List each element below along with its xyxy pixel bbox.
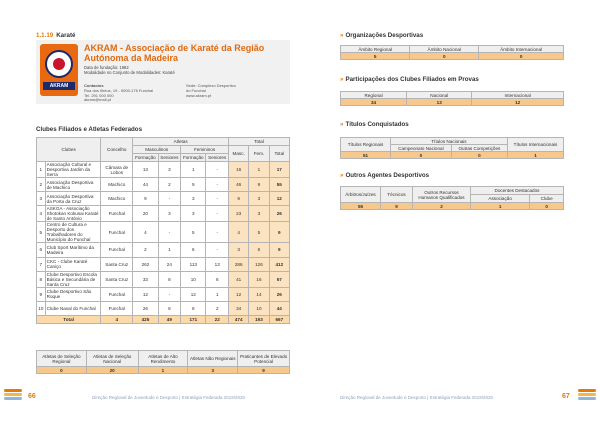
header-tecnicos: Técnicos: [381, 187, 413, 203]
cell-mf: 26: [133, 301, 158, 315]
contact-line: akram@mail.pt: [84, 97, 111, 103]
table-row: [37, 243, 290, 257]
cell-tot: 26: [269, 287, 289, 301]
club-name-cell: Clube Desportivo Escola Básica e Secundária de Santa Cruz: [45, 271, 101, 287]
header-masculinos: Masculinos: [133, 146, 181, 154]
cell-masc: 46: [229, 178, 249, 192]
cell-masc: 9: [229, 192, 249, 206]
cell-ff: 6: [181, 243, 206, 257]
header-titulos-regionais: Títulos Regionais: [341, 138, 391, 152]
participacoes-table: [340, 91, 564, 106]
organizacoes-table: [340, 45, 564, 60]
cell-fem: 6: [249, 243, 269, 257]
cell-ff: 113: [181, 257, 206, 271]
section-name: Karaté: [56, 32, 76, 39]
cell-fem: 16: [249, 271, 269, 287]
club-name-cell: Centro de Cultura e Desporto dos Trabalhadores do Município do Funchal: [45, 222, 101, 243]
right-page: [300, 0, 600, 424]
page-footer: Direção Regional de Juventude e Desporto | Estratégia Federada 2019/2020: [340, 395, 494, 400]
header-titulos-internacionais: Títulos Internacionais: [508, 138, 564, 152]
header-outros-recursos: Outros Recursos Humanos Qualificados: [413, 187, 471, 203]
total-fem: 193: [249, 316, 269, 324]
table-row: [37, 271, 290, 287]
cell-ff: 3: [181, 192, 206, 206]
cell-fem: 10: [249, 301, 269, 315]
cell-tot: 9: [269, 243, 289, 257]
cell-concelho: Funchal: [101, 287, 133, 301]
decorative-stripes: [578, 389, 596, 403]
cell-concelho: Funchal: [101, 243, 133, 257]
cell-ms: 1: [158, 243, 181, 257]
cell-masc: 16: [229, 162, 249, 178]
cell-fs: -: [206, 243, 229, 257]
header-arbitros: Árbitros/Juízes: [341, 187, 381, 203]
header-ambito-internacional: Âmbito Internacional: [479, 46, 564, 53]
value-titulos-regionais: 51: [341, 152, 391, 159]
row-number: 2: [37, 178, 46, 192]
total-ff: 171: [181, 316, 206, 324]
cell-ff: 12: [181, 287, 206, 301]
total-clubes: 4: [101, 316, 133, 324]
section-number: 1.1.19: [36, 32, 54, 39]
value-outros-recursos: 2: [413, 203, 471, 210]
value-ambito-internacional: 0: [479, 53, 564, 60]
row-number: 6: [37, 243, 46, 257]
cell-ff: 1: [181, 162, 206, 178]
header-total: Total: [229, 138, 290, 146]
club-contacts: [84, 84, 179, 103]
row-number: 5: [37, 222, 46, 243]
page-number: 67: [562, 393, 570, 400]
cell-fs: -: [206, 192, 229, 206]
header-formacao-m: Formação: [133, 154, 158, 162]
value-selecao-regional: 0: [37, 367, 87, 374]
cell-masc: 34: [229, 301, 249, 315]
cell-ms: 24: [158, 257, 181, 271]
header-fem: Fem.: [249, 146, 269, 162]
page-number: 66: [28, 393, 36, 400]
header-atletas: Atletas: [133, 138, 229, 146]
titulos-title: » Títulos Conquistados: [340, 121, 409, 128]
cell-concelho: Funchal: [101, 206, 133, 222]
cell-mf: 12: [133, 287, 158, 301]
header-docentes: Docentes Destacados: [471, 187, 564, 195]
club-name-cell: Associação Cultural e Desportiva Jardim da Serra: [45, 162, 101, 178]
contact-line: www.akram.pt: [186, 92, 212, 98]
cell-fem: 9: [249, 178, 269, 192]
cell-concelho: Machico: [101, 192, 133, 206]
cell-mf: 4: [133, 222, 158, 243]
table-row: [37, 178, 290, 192]
clubs-table-title: Clubes Filiados e Atletas Federados: [36, 126, 143, 133]
cell-fem: 5: [249, 222, 269, 243]
cell-ms: 2: [158, 178, 181, 192]
cell-tot: 12: [269, 192, 289, 206]
header-alto-rendimento: Atletas de Alto Rendimento: [138, 351, 188, 367]
clubs-athletes-table: [36, 137, 290, 324]
cell-concelho: Santa Cruz: [101, 271, 133, 287]
cell-mf: 262: [133, 257, 158, 271]
cell-tot: 57: [269, 271, 289, 287]
cell-fs: 1: [206, 287, 229, 301]
club-name-cell: Associação Desportiva de Machico: [45, 178, 101, 192]
club-rows: [37, 162, 290, 316]
header-selecao-regional: Atletas de Seleção Regional: [37, 351, 87, 367]
cell-concelho: Câmara de Lobos: [101, 162, 133, 178]
header-tot: Total: [269, 146, 289, 162]
cell-ms: -: [158, 287, 181, 301]
value-regional: 34: [341, 99, 407, 106]
value-nacional: 13: [407, 99, 472, 106]
table-row: [37, 162, 290, 178]
table-row: [37, 257, 290, 271]
header-campeonato-nacional: Campeonato Nacional: [391, 145, 452, 152]
org-title: » Organizações Desportivas: [340, 32, 424, 39]
club-modality: Modalidade no Conjunto de Modalidades: Karaté: [84, 70, 175, 76]
table-row: [37, 222, 290, 243]
cell-fem: 3: [249, 206, 269, 222]
logo-emblem: [45, 50, 73, 78]
club-name-cell: CKC - Clube Karaté Caniço: [45, 257, 101, 271]
cell-fs: -: [206, 178, 229, 192]
value-titulos-internacionais: 1: [508, 152, 564, 159]
total-ms: 49: [158, 316, 181, 324]
cell-mf: 9: [133, 192, 158, 206]
agentes-table: [340, 186, 564, 210]
club-name: AKRAM - Associação de Karaté da Região Autónoma da Madeira: [84, 43, 265, 63]
cell-fs: 13: [206, 257, 229, 271]
cell-concelho: Funchal: [101, 301, 133, 315]
part-title: » Participações dos Clubes Filiados em Provas: [340, 76, 479, 83]
cell-masc: 12: [229, 287, 249, 301]
header-regional: Regional: [341, 92, 407, 99]
cell-fem: 1: [249, 162, 269, 178]
header-clubes: Clubes: [37, 138, 101, 162]
table-row: [37, 192, 290, 206]
club-name-cell: Clube Naval do Funchal: [45, 301, 101, 315]
contact-line: Rua dos Ilhéus, 19 - 9000-176 Funchal: [84, 87, 154, 93]
value-selecao-nacional: 20: [86, 367, 138, 374]
table-row: [37, 301, 290, 315]
total-mf: 425: [133, 316, 158, 324]
cell-masc: 41: [229, 271, 249, 287]
table-row: [37, 206, 290, 222]
value-internacional: 12: [472, 99, 564, 106]
decorative-stripes: [4, 389, 22, 403]
header-formacao-f: Formação: [181, 154, 206, 162]
header-seniores-f: Seniores: [206, 154, 229, 162]
logo-text: AKRAM: [43, 82, 75, 90]
cell-tot: 55: [269, 178, 289, 192]
total-row: [37, 316, 290, 324]
header-titulos-nacionais: Títulos Nacionais: [391, 138, 508, 145]
club-subtitle: [84, 65, 284, 76]
club-contacts-secondary: [186, 84, 286, 98]
header-seniores-m: Seniores: [158, 154, 181, 162]
club-name-cell: ASKGA - Associação Shotokan Kokusai Karaté de Santo António: [45, 206, 101, 222]
cell-mf: 44: [133, 178, 158, 192]
row-number: 4: [37, 206, 46, 222]
cell-fs: 2: [206, 301, 229, 315]
total-label: Total: [37, 316, 101, 324]
header-concelho: Concelho: [101, 138, 133, 162]
cell-ff: 9: [181, 178, 206, 192]
contacts-title: Contactos: [84, 83, 104, 88]
contact-line: do Funchal: [186, 87, 206, 93]
header-outras-competicoes: Outras Competições: [451, 145, 507, 152]
cell-ms: 3: [158, 162, 181, 178]
row-number: 9: [37, 287, 46, 301]
header-selecao-nacional: Atletas de Seleção Nacional: [86, 351, 138, 367]
cell-fem: 14: [249, 287, 269, 301]
cell-concelho: Machico: [101, 178, 133, 192]
header-nao-regionais: Atletas Não Regionais: [188, 351, 238, 367]
club-header-card: [36, 40, 290, 104]
cell-masc: 3: [229, 243, 249, 257]
contact-line: Sede: Complexo Desportivo: [186, 83, 236, 88]
value-clube: 0: [530, 203, 564, 210]
value-elevado-potencial: 9: [238, 367, 290, 374]
row-number: 7: [37, 257, 46, 271]
cell-mf: 33: [133, 271, 158, 287]
cell-masc: 4: [229, 222, 249, 243]
titulos-table: [340, 137, 564, 159]
row-number: 1: [37, 162, 46, 178]
cell-masc: 286: [229, 257, 249, 271]
cell-fs: -: [206, 206, 229, 222]
total-tot: 667: [269, 316, 289, 324]
value-ambito-regional: 5: [341, 53, 410, 60]
cell-ms: -: [158, 192, 181, 206]
value-ambito-nacional: 0: [410, 53, 479, 60]
cell-ms: 3: [158, 206, 181, 222]
contact-line: Tel. 291 000 000: [84, 92, 114, 98]
cell-mf: 20: [133, 206, 158, 222]
cell-tot: 17: [269, 162, 289, 178]
total-fs: 22: [206, 316, 229, 324]
header-elevado-potencial: Praticantes de Elevado Potencial: [238, 351, 290, 367]
header-associacao: Associação: [471, 195, 530, 203]
value-tecnicos: 9: [381, 203, 413, 210]
cell-ms: -: [158, 222, 181, 243]
cell-tot: 9: [269, 222, 289, 243]
club-founded: Data de fundação: 1982: [84, 65, 129, 70]
table-row: [37, 287, 290, 301]
cell-concelho: Funchal: [101, 222, 133, 243]
header-clube: Clube: [530, 195, 564, 203]
value-arbitros: 55: [341, 203, 381, 210]
row-number: 8: [37, 271, 46, 287]
value-nao-regionais: 3: [188, 367, 238, 374]
club-name-cell: Clube Desportivo São Roque: [45, 287, 101, 301]
row-number: 3: [37, 192, 46, 206]
header-femininos: Femininos: [181, 146, 229, 154]
agentes-title: » Outros Agentes Desportivos: [340, 172, 430, 179]
header-nacional: Nacional: [407, 92, 472, 99]
cell-mf: 2: [133, 243, 158, 257]
club-name-cell: Associação Desportiva da Porta da Cruz: [45, 192, 101, 206]
header-ambito-regional: Âmbito Regional: [341, 46, 410, 53]
value-alto-rendimento: 1: [138, 367, 188, 374]
cell-fs: -: [206, 222, 229, 243]
cell-fs: 6: [206, 271, 229, 287]
section-heading: [36, 32, 75, 39]
value-associacao: 1: [471, 203, 530, 210]
value-outras-competicoes: 0: [451, 152, 507, 159]
akram-logo: [40, 44, 78, 96]
cell-ff: 8: [181, 301, 206, 315]
row-number: 10: [37, 301, 46, 315]
selection-athletes-table: [36, 350, 290, 374]
cell-ff: 10: [181, 271, 206, 287]
header-masc: Masc.: [229, 146, 249, 162]
page-footer: Direção Regional de Juventude e Desporto | Estratégia Federada 2019/2020: [92, 395, 246, 400]
value-campeonato-nacional: 0: [391, 152, 452, 159]
cell-concelho: Santa Cruz: [101, 257, 133, 271]
cell-fem: 126: [249, 257, 269, 271]
cell-ms: 8: [158, 301, 181, 315]
cell-tot: 412: [269, 257, 289, 271]
header-internacional: Internacional: [472, 92, 564, 99]
cell-fem: 3: [249, 192, 269, 206]
cell-masc: 23: [229, 206, 249, 222]
cell-tot: 44: [269, 301, 289, 315]
total-masc: 474: [229, 316, 249, 324]
club-name-cell: Club Sport Marítimo da Madeira: [45, 243, 101, 257]
cell-tot: 26: [269, 206, 289, 222]
cell-ms: 8: [158, 271, 181, 287]
cell-ff: 5: [181, 222, 206, 243]
header-ambito-nacional: Âmbito Nacional: [410, 46, 479, 53]
cell-mf: 13: [133, 162, 158, 178]
cell-fs: -: [206, 162, 229, 178]
cell-ff: 3: [181, 206, 206, 222]
